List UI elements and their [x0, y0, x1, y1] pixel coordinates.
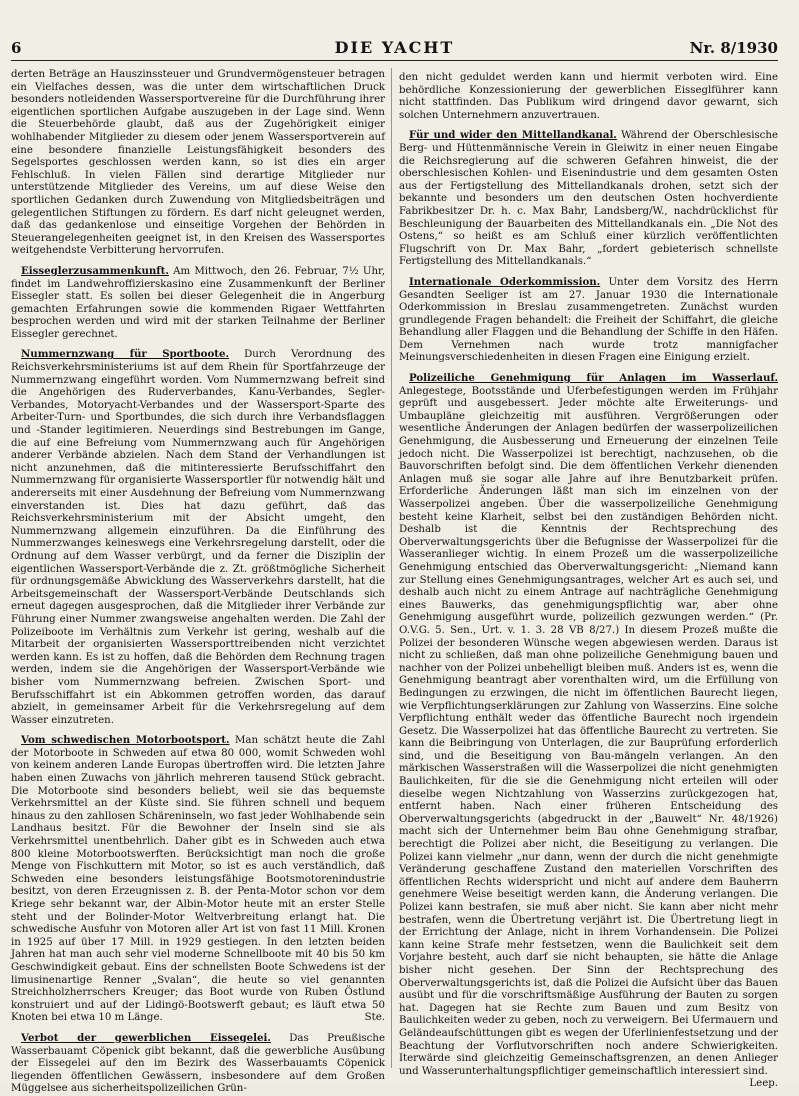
article-paragraph [399, 129, 778, 269]
article-heading: Vom schwedischen Motorbootsport. [21, 734, 230, 747]
article-heading: Für und wider den Mittellandkanal. [409, 129, 617, 142]
article-paragraph [11, 69, 385, 258]
article-text: Während der Oberschlesische Berg- und Hüttenmännische Verein in Gleiwitz in einer neuen Eingabe die Reichsregierung auf die schweren Gefahren hinweist, die der oberschlesischen Kohlen- und Eisenindustrie und dem gesamten Osten aus der Fertigstellung des Mittellandkanals drohen, setzt sich der bekannte und besonders um den deutschen Osten hochverdiente Fabrikbesitzer Dr. h. c. Max Bahr, Landsberg/W., nachdrücklichst für Beschleunigung der Bauarbeiten des Mittellandkanals ein. „Die Not des Ostens,“ so heißt es am Schluß einer kürzlich veröffentlichten Flugschrift von Dr. Max Bahr, „fordert gebieterisch schnellste Fertigstellung des Mittellandkanals.“ [399, 130, 778, 268]
article-heading: Polizeiliche Genehmigung für Anlagen im Wasserlauf. [409, 372, 778, 385]
article-text: Unter dem Vorsitz des Herrn Gesandten Seeliger ist am 27. Januar 1930 die Internationale Oderkommission in Breslau zusammengetreten. Zunächst wurden grundlegende Fragen behandelt: die Freiheit der Schiffahrt, die gleiche Behandlung aller Flaggen und die Behandlung der Schiffe in den Häfen. Dem Vernehmen nach wurde trotz mannigfacher Meinungsverschiedenheiten in diesen Fragen eine Einigung erzielt. [399, 276, 779, 364]
article-paragraph [11, 265, 385, 342]
article-text: Anlegestege, Bootsstände und Uferbefestigungen werden im Frühjahr geprüft und ausgebessert. Jeder möchte alte Erweiterungs- und Umbaupläne gleichzeitig mit ausführen. Vergrößerungen oder wesentliche Änderungen der Anlagen bedürfen der wasserpolizeilichen Genehmigung, die Ausbesserung und Erneuerung der einzelnen Teile jedoch nicht. Die Wasserpolizei ist berechtigt, nachzusehen, ob die Bauvorschriften befolgt sind. Die dem öffentlichen Verkehr dienenden Anlagen muß sie sogar alle Jahre auf ihre Benutzbarkeit prüfen. Erforderliche Änderungen läßt man sich im einzelnen von der Wasserpolizei angeben. Über die wasserpolizeiliche Genehmigung besteht keine Klarheit, selbst bei den zuständigen Behörden nicht. Deshalb ist die Kenntnis der Rechtsprechung des Oberverwaltungsgerichts über die Befugnisse der Wasserpolizei für die Wasseranlieger wichtig. In einem Prozeß um die wasserpolizeiliche Genehmigung entschied das Oberverwaltungsgericht: „Niemand kann zur Stellung eines Genehmigungsantrages, welcher Art es auch sei, und deshalb auch nicht zu einem Antrage auf nachträgliche Genehmigung eines Bauwerks, das genehmigungspflichtig war, aber ohne Genehmigung ausgeführt wurde, polizeilich gezwungen werden.“ (Pr. O.V.G. 5. Sen., Urt. v. 1. 3. 28 VB 8/27.) In diesem Prozeß mußte die Polizei der besonderen Wünsche wegen abgewiesen werden. Daraus ist nicht zu schließen, daß man ohne polizeiliche Genehmigung bauen und nachher von der Polizei unbehelligt bleiben muß. Anders ist es, wenn die Genehmigung beantragt aber vorenthalten wird, um die Erfüllung von Bedingungen zu erzwingen, die nicht im öffentlichen Baurecht liegen, wie Verpflichtungserklärungen zur Zahlung von Wasserzins. Eine solche Verpflichtung enthält weder das öffentliche Baurecht noch irgendein Gesetz. Die Wasserpolizei hat das öffentliche Baurecht zu vertreten. Sie kann die Beibringung von Unterlagen, die zur Bauprüfung erforderlich sind, und die Beseitigung von Bau-mängeln verlangen. An den märkischen Wasserstraßen will die Wasserpolizei die nicht genehmigten Baulichkeiten, für die sie die Genehmigung nicht erteilen will oder dieselbe wegen Nichtzahlung von Wasserzins zurückgezogen hat, entfernt haben. Nach einer früheren Entscheidung des Oberverwaltungsgerichts (abgedruckt in der „Bauwelt“ Nr. 48/1926) macht sich der Unternehmer beim Bau ohne Genehmigung strafbar, berechtigt die Polizei aber nicht, die Beseitigung zu verlangen. Die Polizei kann vielmehr „nur dann, wenn der durch die nicht genehmigte Veränderung geschaffene Zustand den materiellen Vorschriften des öffentlichen Rechts widerspricht und nicht auf andere dem Bauherrn genehmere Weise beseitigt werden kann, die Änderung verlangen. Die Polizei kann bestrafen, sie muß aber nicht. Sie kann aber nicht mehr bestrafen, wenn die Übertretung verjährt ist. Die Übertretung liegt in der Errichtung der Anlage, nicht in ihrem Vorhandensein. Die Polizei kann keine Strafe mehr festsetzen, wenn die Baulichkeit seit dem Vorjahre besteht, auch darf sie nicht behaupten, sie hätte die Anlage bisher nicht gesehen. Der Sinn der Rechtsprechung des Oberverwaltungsgerichts ist, daß die Polizei die Aufsicht über das Bauen ausübt und für die vorschriftsmäßige Ausführung der Bauten zu sorgen hat. Dagegen hat sie Rechte zum Bauen und zum Besitz von Baulichkeiten weder zu geben, noch zu verweigern. Bei Ufermauern und Geländeaufschüttungen gibt es wegen der Uferlinienfestsetzung und der Beachtung der Vorflutvorschriften noch andere Schwierigkeiten. Iterwärde sind gleichzeitig Gemeinschaftsgrenzen, an denen Anlieger und Wasserunterhaltungspflichtiger gemeinschaftlich interessiert sind. [399, 385, 778, 1077]
article-text: derten Beträge an Hauszinssteuer und Grundvermögensteuer betragen ein Vielfaches dessen, was die unter dem wirtschaftlichen Druck besonders notleidenden Wassersportvereine für die Durchführung ihrer eigentlichen sportlichen Aufgabe auszugeben in der Lage sind. Wenn die Steuerbehörde glaubt, daß aus der Zugehörigkeit einiger wohlhabender Mitglieder zu diesem oder jenem Wassersportverein auf eine besondere finanzielle Leistungsfähigkeit besonders des Segelsportes geschlossen werden kann, so ist dies ein arger Fehlschluß. In vielen Fällen sind derartige Mitglieder nur unterstützende Mitglieder des Vereins, um auf diese Weise den sportlichen Gedanken durch Zuwendung von Mitgliedsbeiträgen und gelegentlichen Stiftungen zu fördern. Es darf nicht geleugnet werden, daß das gedankenlose und einseitige Vorgehen der Behörden in Steuerangelegenheiten geeignet ist, in den Kreisen des Wassersportes weitgehendste Verbitterung hervorrufen. [11, 69, 385, 257]
article-heading: Internationale Oderkommission. [409, 275, 601, 288]
author-signature: Ste. [364, 1012, 385, 1024]
article-paragraph [399, 372, 778, 1090]
article-paragraph [11, 1032, 385, 1096]
issue-number: Nr. 8/1930 [689, 39, 778, 57]
left-column [11, 69, 386, 1095]
article-text: den nicht geduldet werden kann und hiermit verboten wird. Eine behördliche Konzessionierung der gewerblichen Eisseglführer kann nicht stattfinden. Das Publikum wird dringend davor gewarnt, sich solchen Unternehmern anzuvertrauen. [399, 72, 778, 121]
author-signature: Leep. [749, 1078, 778, 1090]
article-heading: Eisseglerzusammenkunft. [21, 264, 169, 277]
right-column [399, 72, 779, 1090]
column-divider [391, 68, 392, 1068]
article-text: Am Mittwoch, den 26. Februar, 7½ Uhr, findet im Landwehroffizierskasino eine Zusammenkunft der Berliner Eissegler statt. Es sollen bei dieser Gelegenheit die in Angerburg gemachten Erfahrungen sowie die kommenden Rigaer Wettfahrten besprochen werden und wird mit der starken Teilnahme der Berliner Eissegler gerechnet. [11, 265, 385, 340]
article-heading: Nummernzwang für Sportboote. [21, 348, 229, 361]
article-paragraph [399, 276, 778, 365]
article-heading: Verbot der gewerblichen Eissegelei. [21, 1031, 271, 1044]
article-paragraph [399, 72, 778, 122]
article-paragraph [11, 734, 385, 1025]
page-header [11, 38, 778, 61]
article-paragraph [11, 348, 385, 727]
article-text: Durch Verordnung des Reichsverkehrsministeriums ist auf dem Rhein für Sportfahrzeuge der Nummernzwang eingeführt worden. Vom Nummernzwang befreit sind die Angehörigen des Ruderverbandes, Kanu-Verbandes, Segler-Verbandes, Motoryacht-Verbandes und der Wassersport-Sparte des Arbeiter-Turn- und Sportbundes, die sich durch ihre Verbandsflaggen und -Stander legitimieren. Neuerdings sind Bestrebungen im Gange, die auf eine Befreiung vom Nummernzwang auch für Angehörigen anderer Verbände abzielen. Nach dem Stand der Verhandlungen ist nicht anzunehmen, daß die mitinteressierte Berufsschiffahrt den Nummernzwang für organisierte Wassersportler für notwendig hält und andererseits mit einer Ausdehnung der Befreiung vom Nummernzwang einverstanden ist. Dies hat dazu geführt, daß das Reichsverkehrsministerium mit der Absicht umgeht, den Nummernzwang allgemein einzuführen. Da die Einführung des Nummerzwanges keineswegs eine Verkehrsregelung darstellt, oder die Ordnung auf dem Wasser verbürgt, und da ferner die Disziplin der eigentlichen Wassersport-Verbände die z. Zt. größtmögliche Sicherheit für ordnungsgemäße Abwicklung des Wasserverkehrs darstellt, hat die Arbeitsgemeinschaft der Wassersport-Verbände Deutschlands sich erneut dagegen ausgesprochen, daß die Mitglieder ihrer Verbände zur Führung einer Nummer zwangsweise angehalten werden. Die Zahl der Polizeiboote im Verhältnis zum Verkehr ist gering, weshalb auf die Mitarbeit der organisierten Wassersporttreibenden nicht verzichtet werden kann. Es ist zu hoffen, daß die Behörden dem Rechnung tragen werden, indem sie die Angehörigen der Wassersport-Verbände wie bisher vom Nummernzwang befreien. Zwischen Sport- und Berufsschiffahrt ist ein Abkommen getroffen worden, das darauf abzielt, in gemeinsamer Arbeit für die Verkehrsregelung auf dem Wasser einzutreten. [11, 349, 386, 726]
page-number: 6 [11, 39, 22, 57]
article-text: Das Preußische Wasserbauamt Cöpenick gibt bekannt, daß die gewerbliche Ausübung der Eissegelei auf den im Bezirk des Wasserbauamts Cöpenick liegenden öffentlichen Gewässern, insbesondere auf dem Großen Müggelsee aus sicherheitspolizeilichen Grün- [11, 1032, 385, 1095]
article-text: Man schätzt heute die Zahl der Motorboote in Schweden auf etwa 80 000, womit Schweden wohl von keinem anderen Lande Europas übertroffen wird. Die letzten Jahre haben einen Zuwachs von jährlich mehreren tausend Stück gebracht. Die Motorboote sind besonders beliebt, weil sie das bequemste Verkehrsmittel an der Küste sind. Sie führen schnell und bequem hinaus zu den zahllosen Schäreninseln, wo fast jeder Wohlhabende sein Landhaus besitzt. Für die Bewohner der Inseln sind sie als Verkehrsmittel unentbehrlich. Daher gibt es in Schweden auch etwa 800 kleine Motorbootswerften. Berücksichtigt man noch die große Menge von Fischkuttern mit Motor, so ist es auch verständlich, daß Schweden eine besonders leistungsfähige Bootsmotorenindustrie besitzt, von deren Erzeugnissen z. B. der Penta-Motor schon vor dem Kriege sehr bekannt war, der Albin-Motor heute mit an erster Stelle steht und der Bolinder-Motor Weltverbreitung erlangt hat. Die schwedische Ausfuhr von Motoren aller Art ist von fast 11 Mill. Kronen in 1925 auf über 17 Mill. in 1929 gestiegen. In den letzten beiden Jahren hat man auch sehr viel moderne Schnellboote mit 40 bis 50 km Geschwindigkeit gebaut. Eins der schnellsten Boote Schwedens ist der limusinenartige Renner „Svalan“, die heute so viel genannten Streichholzherrschers Kreuger; das Boot wurde von Ruben Östlund konstruiert und auf der Lidingö-Bootswerft gebaut; es läuft etwa 50 Knoten bei etwa 10 m Länge. [11, 735, 385, 1024]
magazine-title: DIE YACHT [334, 38, 455, 57]
